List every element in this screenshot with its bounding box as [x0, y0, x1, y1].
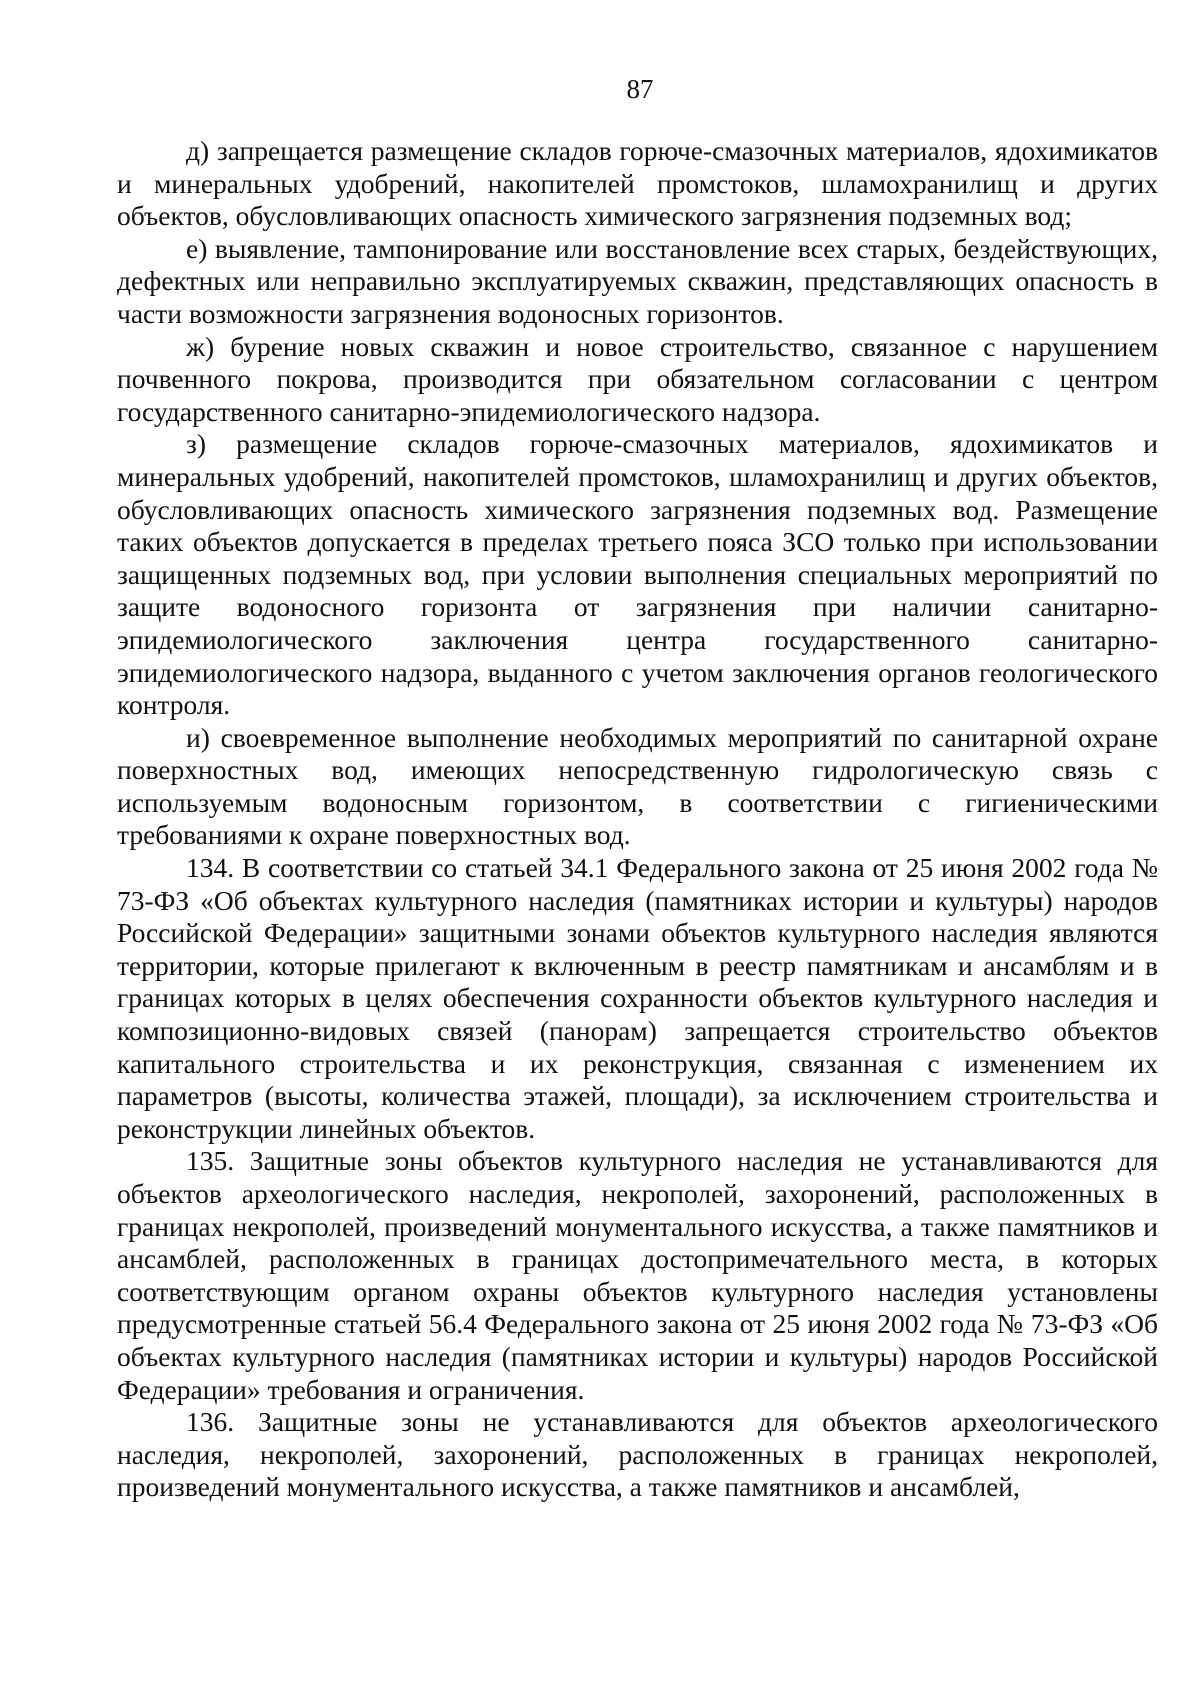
paragraph-e: е) выявление, тампонирование или восстановление всех старых, бездействующих, дефектных или неправильно эксплуатируемых скважин, представляющих опасность в части возможности загрязнения водоносных горизонтов. [117, 232, 1158, 329]
paragraph-135: 135. Защитные зоны объектов культурного наследия не устанавливаются для объектов археологического наследия, некрополей, захоронений, расположенных в границах некрополей, произведений монументального искусства, а также памятников и ансамблей, расположенных в границах достопримечательного места, в которых соответствующим органом охраны объектов культурного наследия установлены предусмотренные статьей 56.4 Федерального закона от 25 июня 2002 года № 73-ФЗ «Об объектах культурного наследия (памятниках истории и культуры) народов Российской Федерации» требования и ограничения. [117, 1145, 1158, 1405]
paragraph-136: 136. Защитные зоны не устанавливаются для объектов археологического наследия, некрополей, захоронений, расположенных в границах некрополей, произведений монументального искусства, а также памятников и ансамблей, [117, 1406, 1158, 1503]
paragraph-134: 134. В соответствии со статьей 34.1 Федерального закона от 25 июня 2002 года № 73-ФЗ «Об объектах культурного наследия (памятниках истории и культуры) народов Российской Федерации» защитными зонами объектов культурного наследия являются территории, которые прилегают к включенным в реестр памятникам и ансамблям и в границах которых в целях обеспечения сохранности объектов культурного наследия и композиционно-видовых связей (панорам) запрещается строительство объектов капитального строительства и их реконструкция, связанная с изменением их параметров (высоты, количества этажей, площади), за исключением строительства и реконструкции линейных объектов. [117, 852, 1158, 1144]
page-number: 87 [626, 74, 654, 104]
paragraph-zh: ж) бурение новых скважин и новое строительство, связанное с нарушением почвенного покрова, производится при обязательном согласовании с центром государственного санитарно-эпидемиологического надзора. [117, 330, 1158, 427]
paragraph-z: з) размещение складов горюче-смазочных материалов, ядохимикатов и минеральных удобрений, накопителей промстоков, шламохранилищ и других объектов, обусловливающих опасность химического загрязнения подземных вод. Размещение таких объектов допускается в пределах третьего пояса ЗСО только при использовании защищенных подземных вод, при условии выполнения специальных мероприятий по защите водоносного горизонта от загрязнения при наличии санитарно-эпидемиологического заключения центра государственного санитарно-эпидемиологического надзора, выданного с учетом заключения органов геологического контроля. [117, 428, 1158, 721]
document-body [117, 135, 1158, 1504]
paragraph-d: д) запрещается размещение складов горюче-смазочных материалов, ядохимикатов и минеральных удобрений, накопителей промстоков, шламохранилищ и других объектов, обусловливающих опасность химического загрязнения подземных вод; [117, 135, 1158, 232]
paragraph-i: и) своевременное выполнение необходимых мероприятий по санитарной охране поверхностных вод, имеющих непосредственную гидрологическую связь с используемым водоносным горизонтом, в соответствии с гигиеническими требованиями к охране поверхностных вод. [117, 721, 1158, 851]
